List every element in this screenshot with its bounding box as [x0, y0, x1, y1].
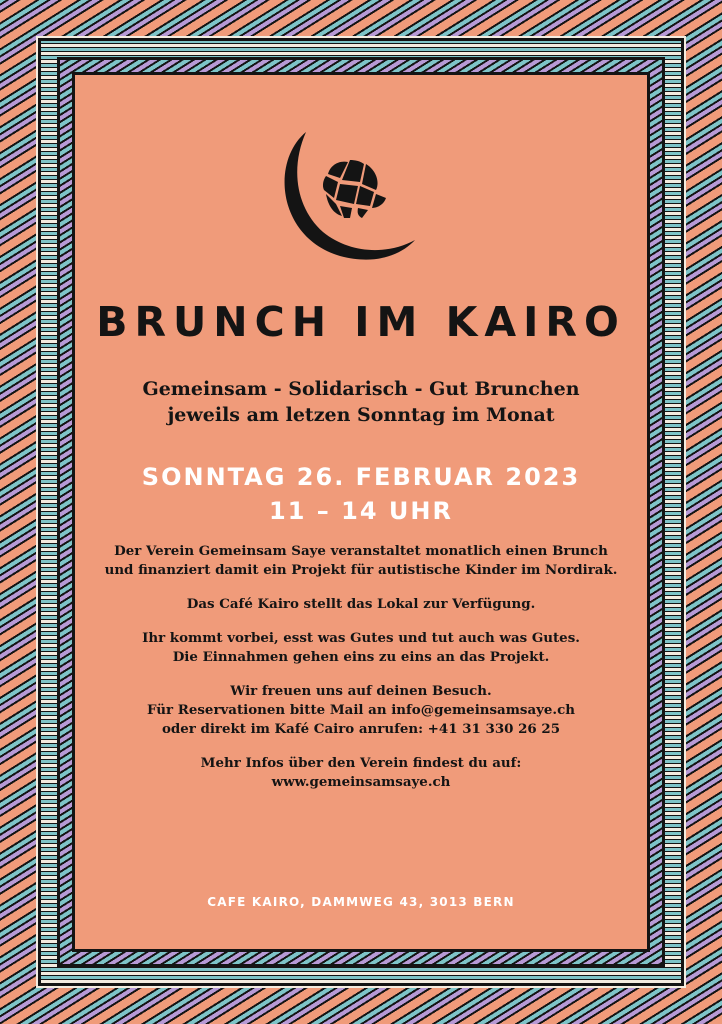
text-line: und finanziert damit ein Projekt für autistische Kinder im Nordirak. — [104, 562, 618, 578]
text-line: Der Verein Gemeinsam Saye veranstaltet monatlich einen Brunch — [114, 543, 608, 559]
paragraph-proceeds — [90, 629, 632, 667]
text-line: Mehr Infos über den Verein findest du auf: — [200, 755, 522, 771]
reservation-email-line: Für Reservationen bitte Mail an info@gemeinsamsaye.ch — [147, 702, 575, 718]
text-line: Ihr kommt vorbei, esst was Gutes und tut auch was Gutes. — [142, 630, 580, 646]
paragraph-about — [90, 542, 632, 580]
text-line: Die Einnahmen gehen eins zu eins an das Projekt. — [172, 649, 550, 665]
text-line: Wir freuen uns auf deinen Besuch. — [230, 683, 492, 699]
paragraph-reservations — [90, 682, 632, 739]
event-time: 11 – 14 UHR — [269, 497, 453, 525]
website-link: www.gemeinsamsaye.ch — [271, 774, 451, 790]
subtitle-line: Gemeinsam - Solidarisch - Gut Brunchen — [142, 378, 580, 400]
crescent-croissant-logo-icon — [278, 128, 418, 270]
event-date: SONNTAG 26. FEBRUAR 2023 — [141, 463, 581, 491]
event-title: BRUNCH IM KAIRO — [96, 298, 626, 346]
description — [90, 542, 632, 807]
paragraph-venue — [90, 595, 632, 614]
venue-address: CAFE KAIRO, DAMMWEG 43, 3013 BERN — [207, 895, 515, 909]
subtitle — [0, 376, 722, 428]
text-line: Das Café Kairo stellt das Lokal zur Verfügung. — [186, 596, 536, 612]
event-datetime — [0, 460, 722, 528]
paragraph-more-info — [90, 754, 632, 792]
reservation-phone-line: oder direkt im Kafé Cairo anrufen: +41 31 330 26 25 — [161, 721, 561, 737]
subtitle-line: jeweils am letzen Sonntag im Monat — [167, 404, 555, 426]
